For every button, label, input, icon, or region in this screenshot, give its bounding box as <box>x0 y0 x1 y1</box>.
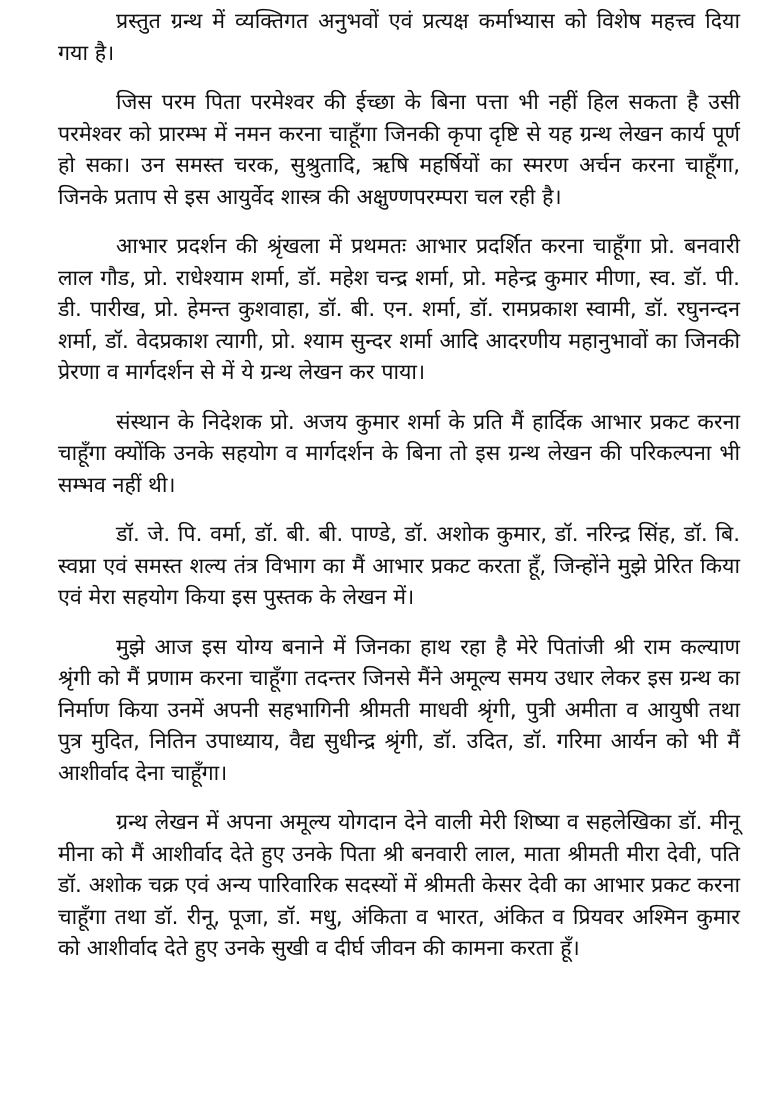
paragraph-family: मुझे आज इस योग्य बनाने में जिनका हाथ रहा है मेरे पितांजी श्री राम कल्याण श्रृंगी को मैं प्रणाम करना चाहूँगा तदन्तर जिनसे मैंने अमूल्य समय उधार लेकर इस ग्रन्थ का निर्माण किया उनमें अपनी सहभागिनी श्रीमती माधवी श्रृंगी, पुत्री अमीता व आयुषी तथा पुत्र मुदित, नितिन उपाध्याय, वैद्य सुधीन्द्र श्रृंगी, डॉ. उदित, डॉ. गरिमा आर्यन को भी मैं आशीर्वाद देना चाहूँगा। <box>58 634 740 786</box>
paragraph-invocation: जिस परम पिता परमेश्वर की ईच्छा के बिना पत्ता भी नहीं हिल सकता है उसी परमेश्वर को प्रारम्भ में नमन करना चाहूँगा जिनकी कृपा दृष्टि से यह ग्रन्थ लेखन कार्य पूर्ण हो सका। उन समस्त चरक, सुश्रुतादि, ऋषि महर्षियों का स्मरण अर्चन करना चाहूँगा, जिनके प्रताप से इस आयुर्वेद शास्त्र की अक्षुण्णपरम्परा चल रही है। <box>58 90 740 210</box>
paragraph-acknowledgement-director: संस्थान के निदेशक प्रो. अजय कुमार शर्मा के प्रति मैं हार्दिक आभार प्रकट करना चाहूँगा क्योंकि उनके सहयोग व मार्गदर्शन के बिना तो इस ग्रन्थ लेखन की परिकल्पना भी सम्भव नहीं थी। <box>58 409 740 498</box>
paragraph-coauthor: ग्रन्थ लेखन में अपना अमूल्य योगदान देने वाली मेरी शिष्या व सहलेखिका डॉ. मीनू मीना को मैं आशीर्वाद देते हुए उनके पिता श्री बनवारी लाल, माता श्रीमती मीरा देवी, पति डॉ. अशोक चक्र एवं अन्य पारिवारिक सदस्यों में श्रीमती केसर देवी का आभार प्रकट करना चाहूँगा तथा डॉ. रीनू, पूजा, डॉ. मधु, अंकिता व भारत, अंकित व प्रियवर अश्मिन कुमार को आशीर्वाद देते हुए उनके सुखी व दीर्घ जीवन की कामना करता हूँ। <box>58 810 740 961</box>
paragraph-acknowledgement-department: डॉ. जे. पि. वर्मा, डॉ. बी. बी. पाण्डे, डॉ. अशोक कुमार, डॉ. नरिन्द्र सिंह, डॉ. बि. स्वप्ना एवं समस्त शल्य तंत्र विभाग का मैं आभार प्रकट करता हूँ, जिन्होंने मुझे प्रेरित किया एवं मेरा सहयोग किया इस पुस्तक के लेखन में। <box>58 522 740 610</box>
paragraph-importance: प्रस्तुत ग्रन्थ में व्यक्तिगत अनुभवों एवं प्रत्यक्ष कर्माभ्यास को विशेष महत्त्व दिया गया है। <box>58 9 740 66</box>
paragraph-acknowledgement-professors: आभार प्रदर्शन की श्रृंखला में प्रथमतः आभार प्रदर्शित करना चाहूँगा प्रो. बनवारी लाल गौड, प्रो. राधेश्याम शर्मा, डॉ. महेश चन्द्र शर्मा, प्रो. महेन्द्र कुमार मीणा, स्व. डॉ. पी. डी. पारीख, प्रो. हेमन्त कुशवाहा, डॉ. बी. एन. शर्मा, डॉ. रामप्रकाश स्वामी, डॉ. रघुनन्दन शर्मा, डॉ. वेदप्रकाश त्यागी, प्रो. श्याम सुन्दर शर्मा आदि आदरणीय महानुभावों का जिनकी प्रेरणा व मार्गदर्शन से में ये ग्रन्थ लेखन कर पाया। <box>58 234 740 385</box>
